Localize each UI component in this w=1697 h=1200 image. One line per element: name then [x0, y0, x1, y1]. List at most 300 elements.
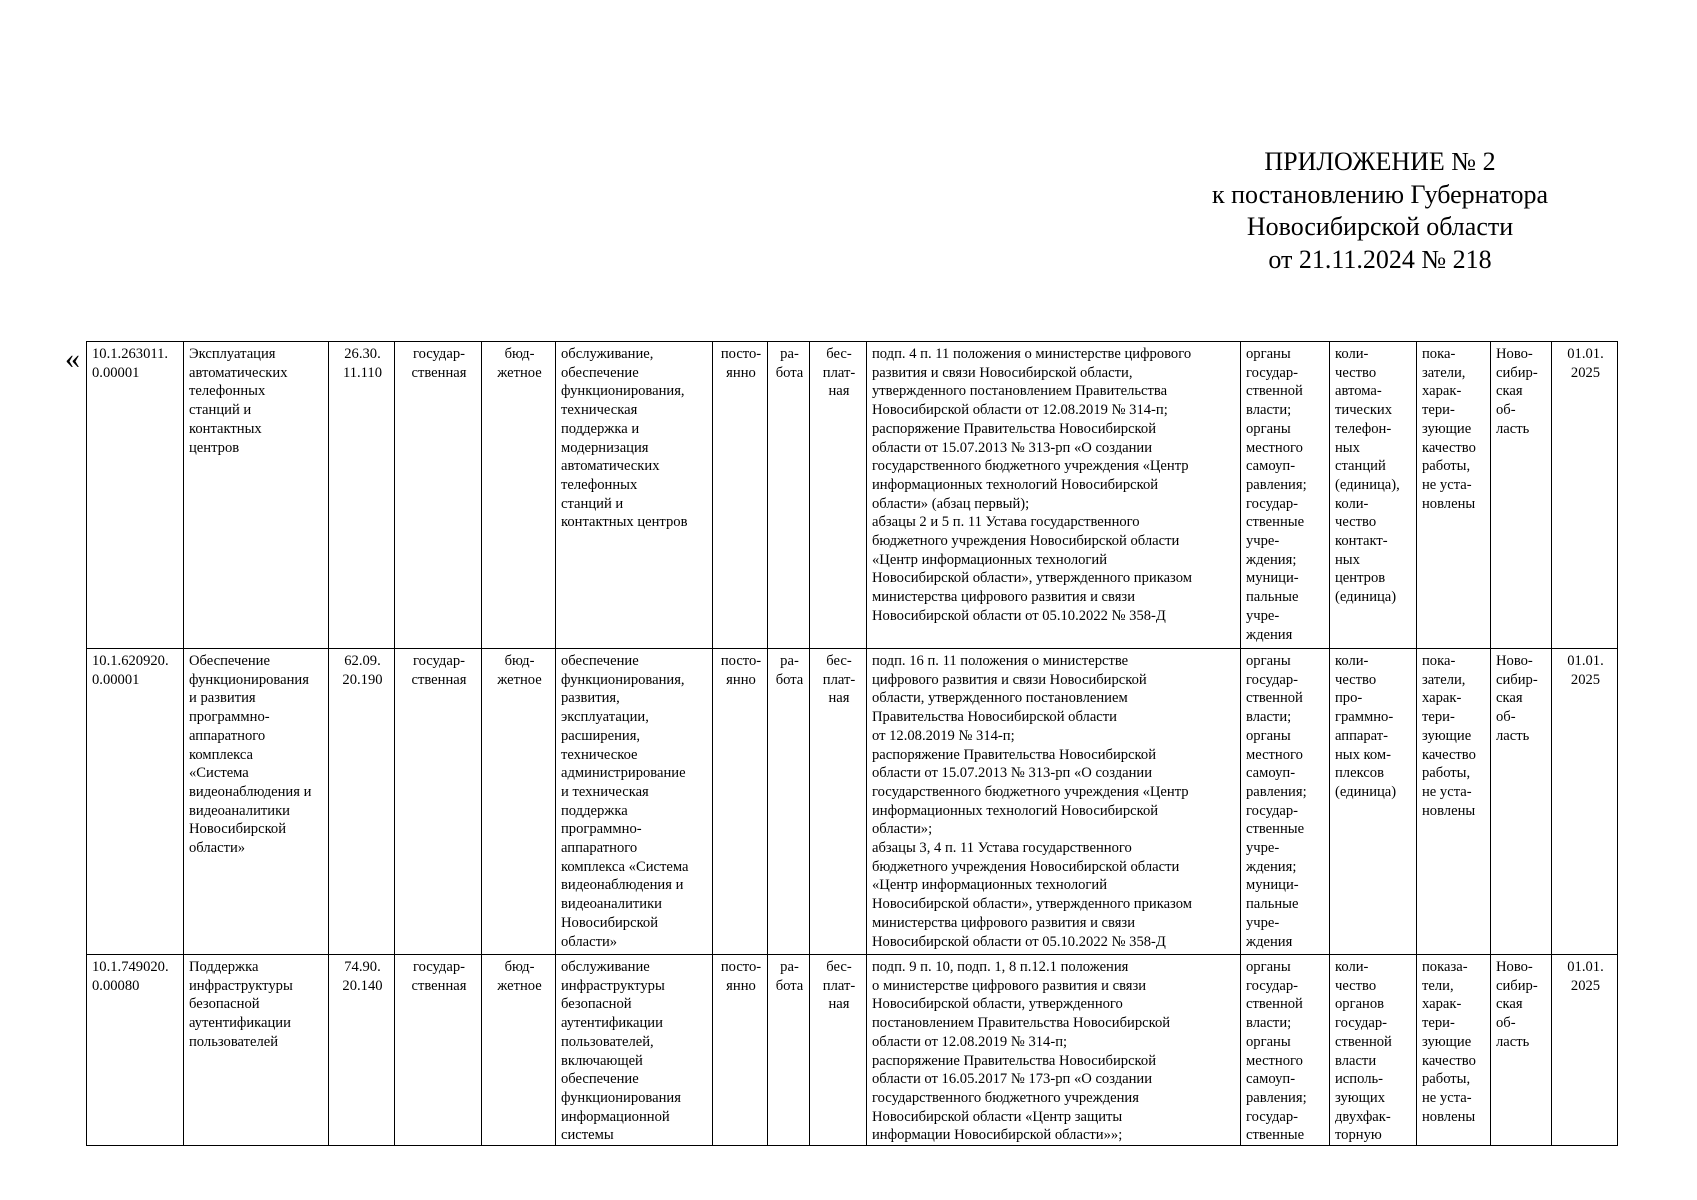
cell-line: затели, [1422, 671, 1466, 688]
cell-start-date [1552, 342, 1618, 649]
cell-region [1491, 955, 1552, 1146]
cell-line: 2025 [1570, 977, 1601, 994]
cell-line: распоряжение Правительства Новосибирской [872, 1052, 1157, 1069]
cell-line: обеспечение [561, 653, 639, 669]
cell-line: ная [828, 996, 850, 1013]
cell-line: Ново- [1496, 959, 1533, 975]
cell-line: Новосибирской области «Центр защиты [872, 1108, 1123, 1125]
cell-line: новлены [1422, 495, 1476, 512]
cell-line: жетное [497, 671, 542, 688]
cell-line: контакт- [1335, 533, 1388, 550]
cell-line: не уста- [1422, 1089, 1472, 1106]
cell-line: ная [828, 690, 850, 707]
cell-line: безопасной [561, 996, 632, 1013]
cell-line: плексов [1335, 765, 1384, 782]
cell-line: министерства цифрового развития и связи [872, 589, 1136, 606]
cell-funding [482, 342, 556, 649]
cell-line: «Центр информационных технологий [872, 877, 1108, 894]
cell-line: органы [1246, 653, 1291, 669]
cell-line: комплекса «Система [561, 858, 689, 875]
cell-line: работы, [1422, 458, 1471, 475]
cell-line: контактных центров [561, 514, 688, 531]
cell-line: торную [1335, 1127, 1382, 1144]
cell-line: аппаратного [561, 840, 638, 857]
cell-volume-indicator [1330, 342, 1417, 649]
cell-line: качество [1422, 1052, 1476, 1069]
cell-line: органов [1335, 996, 1385, 1013]
cell-line: самоуп- [1246, 458, 1296, 475]
cell-line: пальные [1246, 589, 1299, 606]
cell-line: ра- [780, 959, 799, 975]
cell-line: плат- [822, 977, 856, 994]
cell-line: Правительства Новосибирской области [872, 709, 1117, 726]
cell-line: новлены [1422, 802, 1476, 819]
cell-line: местного [1246, 746, 1303, 763]
cell-line: пользователей, [561, 1033, 654, 1050]
opening-quote-mark: « [65, 342, 80, 375]
cell-line: граммно- [1335, 709, 1394, 726]
cell-line: станций и [561, 495, 624, 512]
cell-line: «Система [189, 765, 249, 782]
cell-line: ская [1496, 996, 1523, 1013]
cell-line: автоматических [561, 458, 660, 475]
cell-line: сибир- [1496, 977, 1538, 994]
cell-line: Новосибирской области, утвержденного [872, 996, 1123, 1013]
cell-line: министерства цифрового развития и связи [872, 914, 1136, 931]
cell-line: Новосибирской [561, 914, 659, 931]
cell-code [87, 649, 184, 955]
cell-line: телефонных [561, 476, 638, 493]
cell-line: ственные [1246, 514, 1305, 531]
cell-line: включающей [561, 1052, 643, 1069]
document-header [1180, 146, 1580, 276]
cell-consumers [1241, 342, 1330, 649]
cell-line: инфраструктуры [189, 977, 293, 994]
cell-line: коли- [1335, 653, 1369, 669]
cell-line: муници- [1246, 877, 1299, 894]
cell-line: 01.01. [1567, 653, 1604, 669]
cell-line: функционирования, [561, 671, 685, 688]
cell-line: техническая [561, 402, 638, 419]
cell-content [556, 649, 713, 955]
cell-line: бюд- [504, 959, 535, 975]
cell-line: учре- [1246, 840, 1280, 857]
cell-line: не уста- [1422, 783, 1472, 800]
cell-line: учре- [1246, 914, 1280, 931]
table-row [87, 955, 1618, 1146]
cell-line: чество [1335, 977, 1377, 994]
cell-line: Ново- [1496, 653, 1533, 669]
cell-line: чество [1335, 671, 1377, 688]
cell-line: подп. 9 п. 10, подп. 1, 8 п.12.1 положения [872, 959, 1129, 975]
cell-volume-indicator [1330, 955, 1417, 1146]
cell-volume-indicator [1330, 649, 1417, 955]
cell-line: и техническая [561, 783, 649, 800]
cell-line: ственные [1246, 1127, 1305, 1144]
cell-line: 11.110 [342, 364, 383, 381]
cell-line: пока- [1422, 653, 1456, 669]
cell-line: 2025 [1570, 364, 1601, 381]
cell-line: 62.09. [344, 653, 381, 669]
cell-line: 10.1.749020. [92, 959, 169, 975]
cell-line: области от 15.07.2013 № 313-рп «О создании [872, 439, 1153, 456]
cell-quality-indicator [1417, 649, 1491, 955]
cell-line: власти; [1246, 709, 1292, 726]
cell-consumers [1241, 649, 1330, 955]
cell-line: области» [189, 840, 246, 857]
cell-line: системы [561, 1127, 614, 1144]
cell-line: контактных [189, 420, 262, 437]
cell-line: государственного бюджетного учреждения «Центр [872, 783, 1189, 800]
cell-line: жетное [497, 977, 542, 994]
cell-line: Ново- [1496, 346, 1533, 362]
cell-line: бес- [826, 653, 852, 669]
cell-line: Новосибирской области», утвержденного приказом [872, 570, 1192, 587]
cell-line: станций и [189, 402, 252, 419]
cell-line: показа- [1422, 959, 1468, 975]
cell-line: информационной [561, 1108, 670, 1125]
cell-line: ная [828, 383, 850, 400]
cell-line: ственная [411, 977, 467, 994]
cell-line: телефон- [1335, 420, 1392, 437]
cell-line: автоматических [189, 364, 288, 381]
cell-line: Новосибирской области от 05.10.2022 № 358-Д [872, 607, 1166, 624]
cell-line: обслуживание, [561, 346, 654, 362]
cell-okved [329, 955, 395, 1146]
appendix-reference: к постановлению Губернатора [1211, 179, 1549, 209]
cell-line: абзацы 2 и 5 п. 11 Устава государственного [872, 514, 1140, 531]
cell-period [713, 342, 768, 649]
cell-line: области от 15.07.2013 № 313-рп «О создании [872, 765, 1153, 782]
cell-line: коли- [1335, 346, 1369, 362]
cell-line: органы [1246, 420, 1291, 437]
cell-line: 10.1.620920. [92, 653, 169, 669]
cell-line: 20.140 [342, 977, 383, 994]
cell-line: учре- [1246, 607, 1280, 624]
cell-line: программно- [189, 709, 270, 726]
cell-line: функционирования, [561, 383, 685, 400]
cell-okved [329, 342, 395, 649]
cell-line: (единица) [1335, 783, 1397, 800]
table-row [87, 649, 1618, 955]
cell-okved [329, 649, 395, 955]
cell-line: области»; [872, 821, 933, 838]
cell-line: видеонаблюдения и [561, 877, 684, 894]
cell-line: Новосибирской области от 12.08.2019 № 314-п; [872, 402, 1168, 419]
cell-line: 74.90. [344, 959, 381, 975]
cell-line: утвержденного постановлением Правительства [872, 383, 1168, 400]
cell-line: тели, [1422, 977, 1454, 994]
cell-line: ственной [1335, 1033, 1392, 1050]
cell-line: местного [1246, 1052, 1303, 1069]
table-row [87, 342, 1618, 649]
cell-start-date [1552, 649, 1618, 955]
cell-line: государ- [1246, 671, 1299, 688]
cell-line: информации Новосибирской области»»; [872, 1127, 1123, 1144]
cell-line: не уста- [1422, 476, 1472, 493]
cell-line: телефонных [189, 383, 266, 400]
cell-line: работы, [1422, 1071, 1471, 1088]
cell-line: власти; [1246, 402, 1292, 419]
cell-line: информационных технологий Новосибирской [872, 802, 1159, 819]
cell-line: государ- [1246, 977, 1299, 994]
cell-line: администрирование [561, 765, 686, 782]
cell-ownership [395, 342, 482, 649]
cell-line: государ- [1246, 364, 1299, 381]
cell-line: функционирования [189, 671, 309, 688]
cell-payment [810, 342, 867, 649]
cell-line: видеоаналитики [189, 802, 290, 819]
appendix-region: Новосибирской области [1246, 212, 1514, 241]
cell-line: (единица), [1335, 476, 1400, 493]
cell-line: бюджетного учреждения Новосибирской области [872, 858, 1180, 875]
cell-line: аутентификации [189, 1015, 291, 1032]
cell-start-date [1552, 955, 1618, 1146]
cell-work-name [184, 955, 329, 1146]
cell-line: функционирования [561, 1089, 681, 1106]
cell-line: инфраструктуры [561, 977, 665, 994]
cell-line: об- [1496, 1015, 1516, 1032]
cell-funding [482, 955, 556, 1146]
cell-line: тери- [1422, 402, 1455, 419]
cell-payment [810, 649, 867, 955]
cell-work-name [184, 342, 329, 649]
cell-line: ных [1335, 551, 1360, 568]
cell-line: янно [726, 671, 756, 688]
cell-line: программно- [561, 821, 642, 838]
cell-line: органы [1246, 959, 1291, 975]
cell-code [87, 342, 184, 649]
cell-line: органы [1246, 346, 1291, 362]
cell-line: затели, [1422, 364, 1466, 381]
cell-line: и развития [189, 690, 256, 707]
cell-line: новлены [1422, 1108, 1476, 1125]
cell-line: ская [1496, 690, 1523, 707]
cell-type [768, 649, 810, 955]
cell-line: расширения, [561, 727, 641, 744]
cell-line: государственного бюджетного учреждения «Центр [872, 458, 1189, 475]
cell-line: учре- [1246, 533, 1280, 550]
cell-line: ственная [411, 364, 467, 381]
cell-line: 0.00001 [92, 671, 140, 688]
cell-line: равления; [1246, 1089, 1307, 1106]
cell-line: ственной [1246, 996, 1303, 1013]
cell-consumers [1241, 955, 1330, 1146]
cell-line: Новосибирской области», утвержденного приказом [872, 896, 1192, 913]
cell-line: ственной [1246, 690, 1303, 707]
cell-line: качество [1422, 746, 1476, 763]
cell-line: пользователей [189, 1033, 279, 1050]
cell-legal-basis [867, 955, 1241, 1146]
cell-line: бота [775, 364, 804, 381]
cell-payment [810, 955, 867, 1146]
cell-period [713, 955, 768, 1146]
cell-line: аппаратного [189, 727, 266, 744]
cell-line: органы [1246, 727, 1291, 744]
cell-line: автома- [1335, 383, 1382, 400]
cell-line: посто- [720, 653, 762, 669]
cell-line: аутентификации [561, 1015, 663, 1032]
cell-line: ласть [1496, 420, 1530, 437]
cell-line: плат- [822, 671, 856, 688]
cell-line: тери- [1422, 1015, 1455, 1032]
cell-line: «Центр информационных технологий [872, 551, 1108, 568]
cell-line: развития и связи Новосибирской области, [872, 364, 1133, 381]
cell-line: харак- [1422, 996, 1462, 1013]
cell-line: ждения; [1246, 858, 1297, 875]
cell-line: 10.1.263011. [92, 346, 169, 362]
cell-line: самоуп- [1246, 765, 1296, 782]
cell-line: янно [726, 364, 756, 381]
cell-line: чество [1335, 514, 1377, 531]
cell-line: станций [1335, 458, 1386, 475]
cell-type [768, 955, 810, 1146]
cell-line: ра- [780, 653, 799, 669]
cell-line: плат- [822, 364, 856, 381]
cell-line: об- [1496, 709, 1516, 726]
cell-line: 01.01. [1567, 346, 1604, 362]
cell-line: 20.190 [342, 671, 383, 688]
cell-line: посто- [720, 346, 762, 362]
cell-line: сибир- [1496, 364, 1538, 381]
cell-line: области» (абзац первый); [872, 495, 1030, 512]
cell-line: государ- [412, 653, 465, 669]
cell-line: ская [1496, 383, 1523, 400]
cell-content [556, 955, 713, 1146]
cell-line: распоряжение Правительства Новосибирской [872, 746, 1157, 763]
cell-line: про- [1335, 690, 1363, 707]
cell-line: государ- [1246, 802, 1299, 819]
cell-type [768, 342, 810, 649]
cell-line: двухфак- [1335, 1108, 1391, 1125]
cell-line: ра- [780, 346, 799, 362]
cell-line: коли- [1335, 495, 1369, 512]
cell-content [556, 342, 713, 649]
cell-line: бюд- [504, 653, 535, 669]
cell-line: 2025 [1570, 671, 1601, 688]
cell-line: 01.01. [1567, 959, 1604, 975]
cell-line: обслуживание [561, 959, 650, 975]
cell-line: техническое [561, 746, 638, 763]
cell-line: жетное [497, 364, 542, 381]
cell-line: развития, [561, 690, 620, 707]
cell-line: обеспечение [561, 364, 639, 381]
cell-line: бота [775, 977, 804, 994]
cell-line: ных ком- [1335, 746, 1392, 763]
cell-line: власти; [1246, 1015, 1292, 1032]
cell-line: пока- [1422, 346, 1456, 362]
cell-line: видеонаблюдения и [189, 783, 312, 800]
cell-line: обеспечение [561, 1071, 639, 1088]
cell-line: Эксплуатация [189, 346, 276, 362]
cell-line: ждения; [1246, 551, 1297, 568]
cell-line: поддержка и [561, 420, 640, 437]
cell-line: центров [189, 439, 240, 456]
cell-line: от 12.08.2019 № 314-п; [872, 727, 1015, 744]
cell-line: 0.00080 [92, 977, 140, 994]
cell-line: Новосибирской [189, 821, 287, 838]
cell-line: ственной [1246, 383, 1303, 400]
cell-line: Обеспечение [189, 653, 270, 669]
cell-line: посто- [720, 959, 762, 975]
cell-line: видеоаналитики [561, 896, 662, 913]
cell-line: подп. 4 п. 11 положения о министерстве цифрового [872, 346, 1192, 362]
cell-work-name [184, 649, 329, 955]
cell-line: сибир- [1496, 671, 1538, 688]
cell-line: подп. 16 п. 11 положения о министерстве [872, 653, 1129, 669]
cell-line: равления; [1246, 476, 1307, 493]
cell-line: ных [1335, 439, 1360, 456]
registry-table [86, 341, 1618, 1146]
cell-line: государ- [1246, 495, 1299, 512]
cell-line: ласть [1496, 727, 1530, 744]
cell-line: зующие [1422, 1033, 1472, 1050]
cell-line: модернизация [561, 439, 649, 456]
cell-line: государственного бюджетного учреждения [872, 1089, 1139, 1106]
cell-line: исполь- [1335, 1071, 1383, 1088]
cell-line: зующие [1422, 727, 1472, 744]
cell-line: бюджетного учреждения Новосибирской области [872, 533, 1180, 550]
cell-line: бюд- [504, 346, 535, 362]
cell-line: зующих [1335, 1089, 1386, 1106]
cell-line: области от 12.08.2019 № 314-п; [872, 1033, 1068, 1050]
cell-line: ждения [1246, 933, 1293, 950]
cell-quality-indicator [1417, 342, 1491, 649]
registry-table-body [87, 342, 1618, 1146]
cell-line: местного [1246, 439, 1303, 456]
cell-line: государ- [1246, 1108, 1299, 1125]
cell-line: государ- [412, 959, 465, 975]
cell-line: комплекса [189, 746, 254, 763]
cell-line: абзацы 3, 4 п. 11 Устава государственного [872, 840, 1132, 857]
cell-region [1491, 342, 1552, 649]
cell-line: (единица) [1335, 589, 1397, 606]
cell-line: коли- [1335, 959, 1369, 975]
cell-line: поддержка [561, 802, 628, 819]
cell-legal-basis [867, 342, 1241, 649]
cell-line: распоряжение Правительства Новосибирской [872, 420, 1157, 437]
cell-quality-indicator [1417, 955, 1491, 1146]
cell-line: чество [1335, 364, 1377, 381]
cell-region [1491, 649, 1552, 955]
appendix-date-number: от 21.11.2024 № 218 [1268, 244, 1492, 274]
cell-code [87, 955, 184, 1146]
cell-period [713, 649, 768, 955]
cell-line: самоуп- [1246, 1071, 1296, 1088]
cell-line: тических [1335, 402, 1393, 419]
cell-line: органы [1246, 1033, 1291, 1050]
cell-line: янно [726, 977, 756, 994]
cell-line: 0.00001 [92, 364, 140, 381]
cell-line: харак- [1422, 690, 1462, 707]
cell-line: муници- [1246, 570, 1299, 587]
cell-ownership [395, 649, 482, 955]
appendix-title: ПРИЛОЖЕНИЕ № 2 [1264, 147, 1496, 176]
cell-line: харак- [1422, 383, 1462, 400]
cell-line: пальные [1246, 896, 1299, 913]
cell-line: области, утвержденного постановлением [872, 690, 1128, 707]
cell-line: работы, [1422, 765, 1471, 782]
cell-line: эксплуатации, [561, 709, 649, 726]
cell-line: тери- [1422, 709, 1455, 726]
cell-line: ласть [1496, 1033, 1530, 1050]
cell-ownership [395, 955, 482, 1146]
cell-line: 26.30. [344, 346, 381, 362]
cell-line: области от 16.05.2017 № 173-рп «О создании [872, 1071, 1153, 1088]
cell-legal-basis [867, 649, 1241, 955]
cell-line: информационных технологий Новосибирской [872, 476, 1159, 493]
cell-line: постановлением Правительства Новосибирской [872, 1015, 1171, 1032]
